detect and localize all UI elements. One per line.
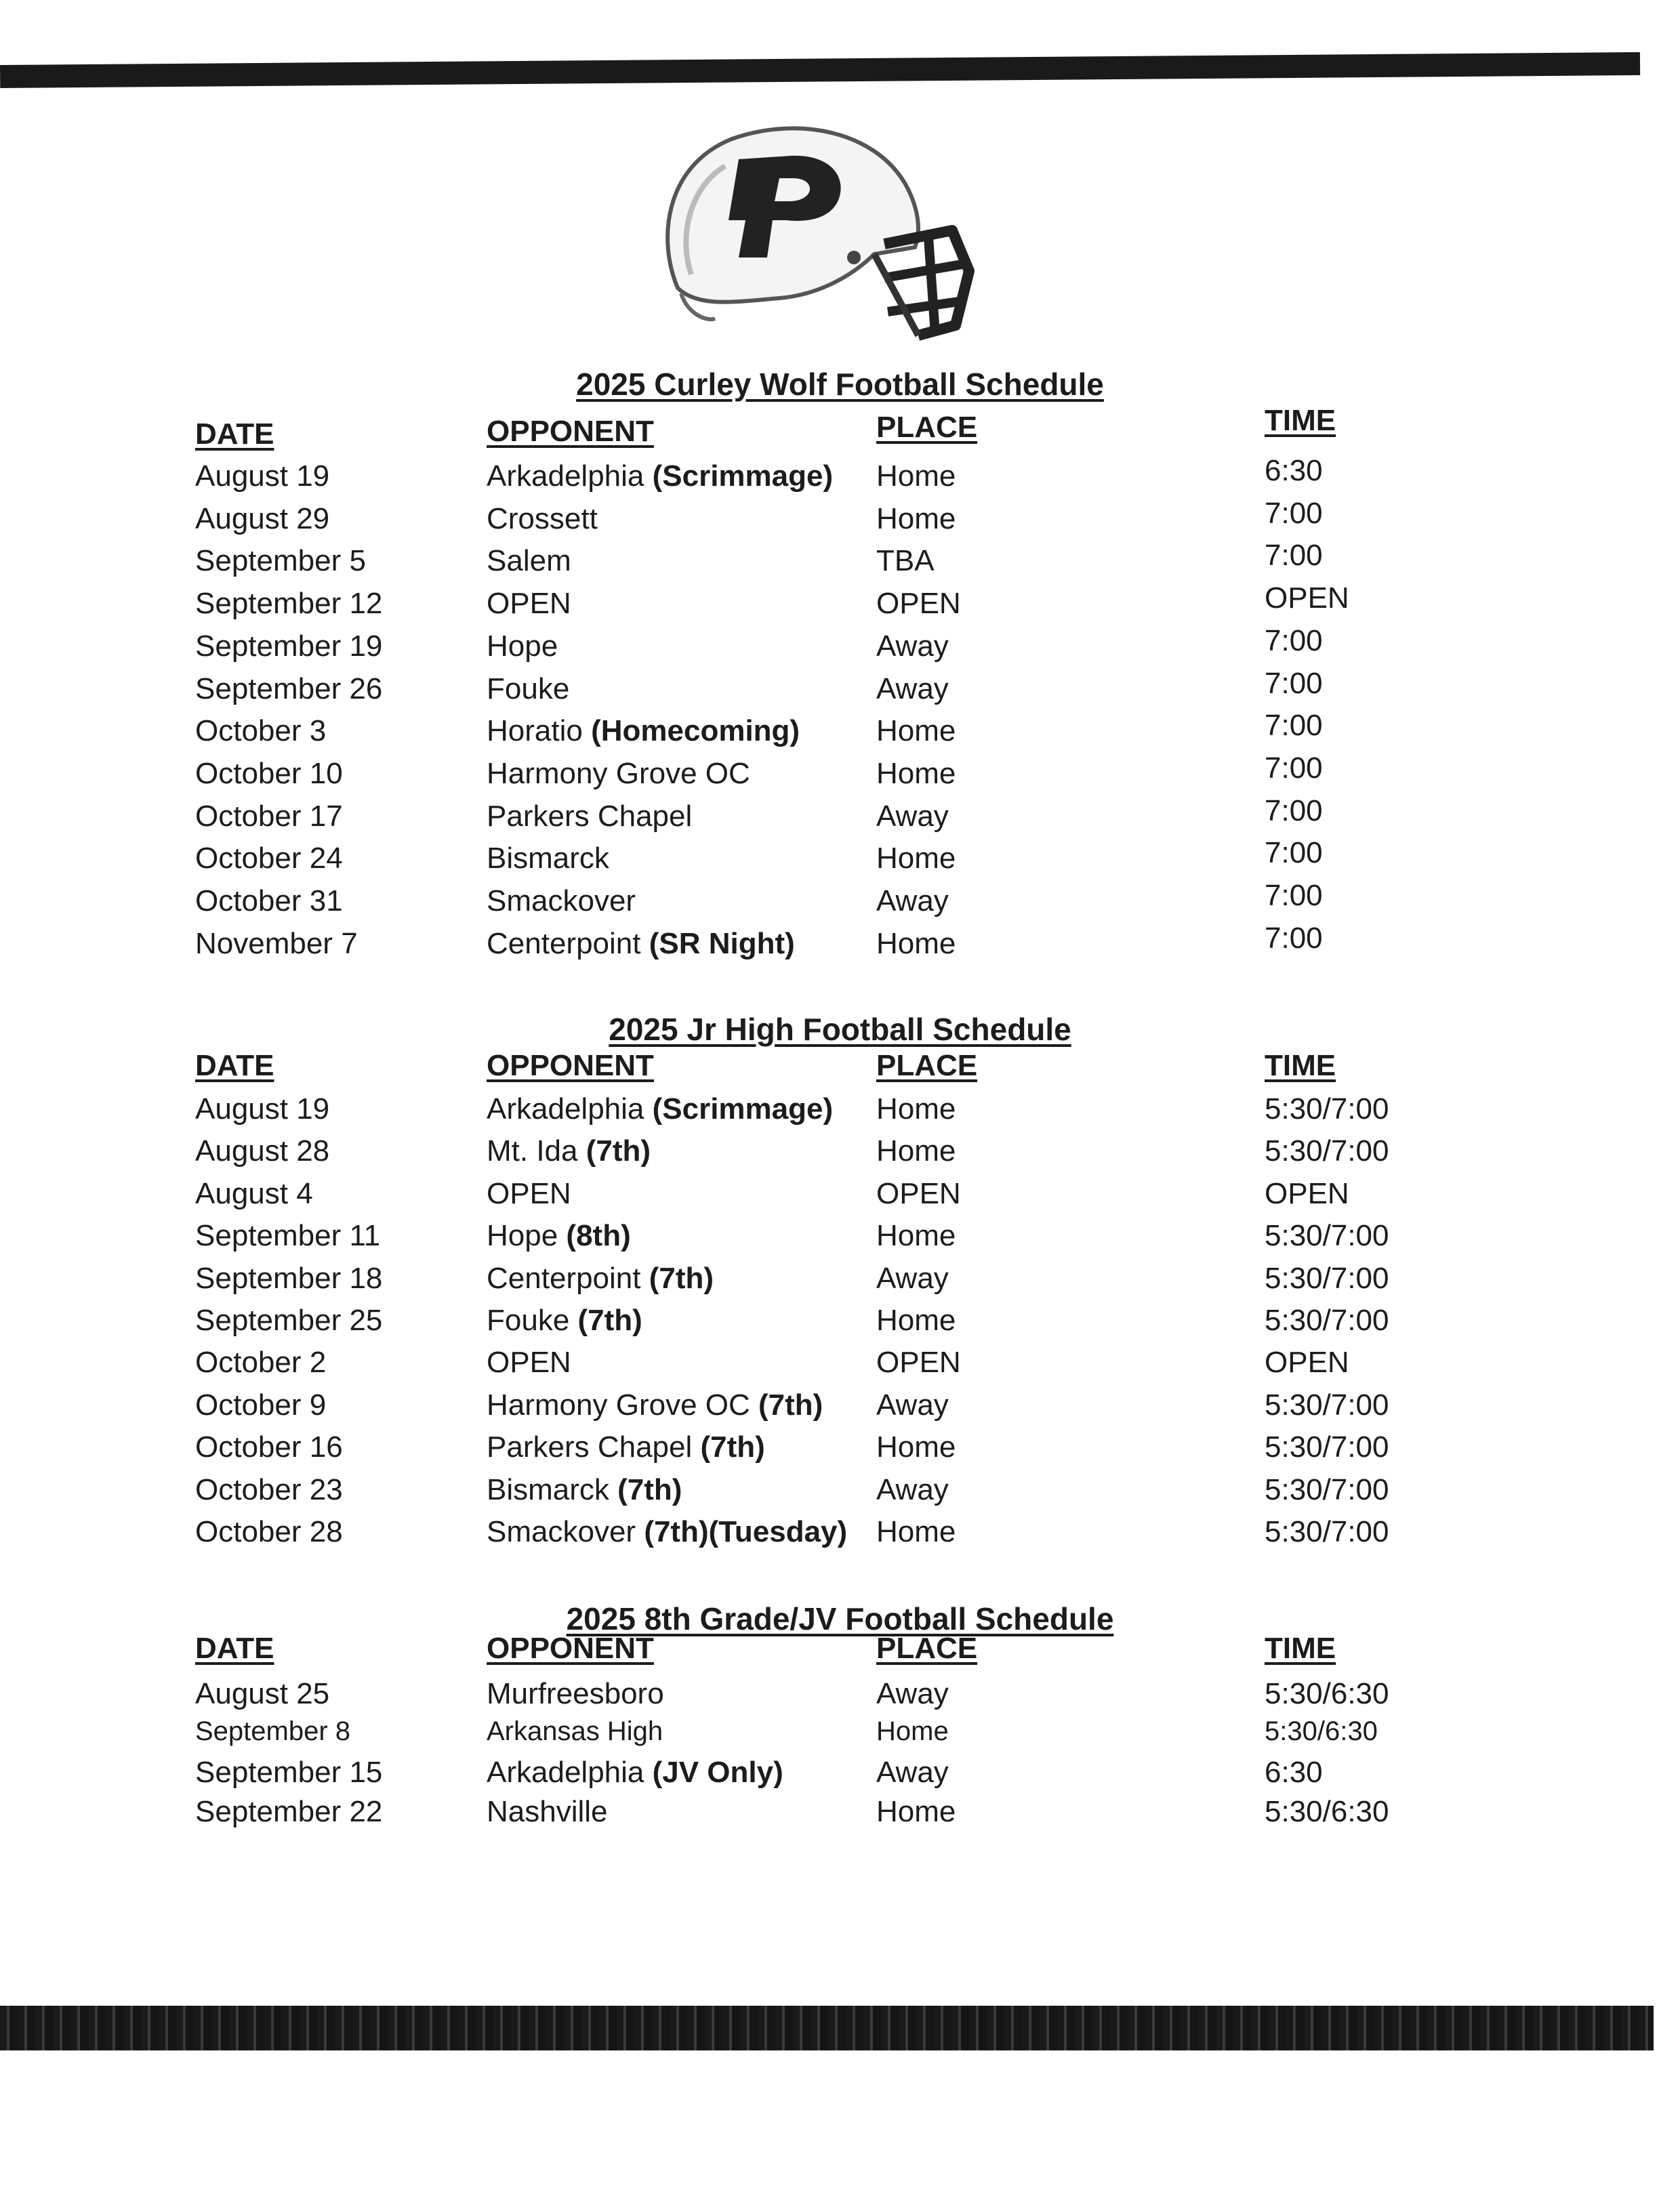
date-header: DATE: [195, 417, 274, 451]
schedule-row: [0, 1134, 1680, 1176]
date-cell: September 18: [195, 1261, 383, 1295]
date-cell: October 28: [195, 1515, 343, 1548]
schedule-row: [0, 1716, 1680, 1758]
opponent-name: Parkers Chapel: [487, 1430, 693, 1464]
place-cell: Home: [876, 756, 956, 790]
opponent-name: Arkadelphia: [487, 1092, 644, 1126]
date-cell: September 5: [195, 544, 366, 578]
place-cell: Home: [876, 714, 956, 748]
opponent-name: Centerpoint: [487, 926, 641, 960]
date-header: DATE: [195, 1049, 274, 1082]
time-header: TIME: [1265, 404, 1336, 437]
football-helmet-logo: [651, 119, 989, 352]
time-header: TIME: [1265, 1049, 1336, 1082]
schedule-row: [0, 1177, 1680, 1219]
time-cell: 6:30: [1265, 1756, 1323, 1789]
place-cell: Home: [876, 1430, 956, 1464]
opponent-cell: [487, 587, 571, 621]
schedule-row: [0, 1304, 1680, 1346]
schedule-row: [0, 1795, 1680, 1837]
opponent-note: (JV Only): [652, 1756, 783, 1789]
date-cell: October 31: [195, 884, 343, 917]
time-cell: 7:00: [1265, 539, 1323, 573]
schedule-row: [0, 1473, 1680, 1515]
place-header: PLACE: [876, 411, 978, 444]
opponent-cell: [487, 1795, 608, 1829]
opponent-cell: [487, 1177, 571, 1211]
opponent-header: OPPONENT: [487, 415, 654, 448]
place-cell: Away: [876, 1677, 949, 1710]
opponent-cell: [487, 927, 795, 961]
time-cell: 5:30/7:00: [1265, 1134, 1389, 1168]
opponent-cell: [487, 502, 598, 536]
opponent-name: Horatio: [487, 714, 583, 748]
opponent-name: Parkers Chapel: [487, 799, 693, 833]
opponent-name: Arkadelphia: [487, 459, 644, 493]
section-title: 2025 8th Grade/JV Football Schedule: [566, 1601, 1114, 1636]
place-cell: OPEN: [876, 587, 961, 621]
schedule-row: [0, 1219, 1680, 1261]
time-cell: 5:30/7:00: [1265, 1219, 1389, 1253]
date-cell: October 10: [195, 756, 343, 790]
opponent-cell: [487, 1388, 823, 1422]
place-cell: Away: [876, 799, 949, 833]
time-cell: 5:30/7:00: [1265, 1430, 1389, 1464]
place-cell: OPEN: [876, 1346, 961, 1380]
schedule-row: [0, 539, 1680, 586]
date-cell: September 19: [195, 629, 383, 663]
opponent-note: (Scrimmage): [652, 459, 834, 493]
date-header: DATE: [195, 1632, 274, 1665]
opponent-cell: [487, 714, 800, 748]
opponent-header: OPPONENT: [487, 1632, 654, 1665]
opponent-note: (SR Night): [649, 926, 795, 960]
place-cell: Away: [876, 672, 949, 705]
opponent-name: Harmony Grove OC: [487, 756, 750, 790]
opponent-cell: [487, 1756, 783, 1790]
date-cell: September 26: [195, 672, 383, 705]
place-header: PLACE: [876, 1049, 978, 1082]
opponent-name: Arkadelphia: [487, 1756, 644, 1789]
date-cell: October 16: [195, 1430, 343, 1464]
opponent-name: Hope: [487, 1219, 558, 1253]
time-cell: OPEN: [1265, 581, 1349, 615]
schedule-row: [0, 751, 1680, 799]
time-cell: OPEN: [1265, 1176, 1349, 1210]
date-cell: November 7: [195, 926, 358, 960]
place-cell: Away: [876, 1756, 949, 1789]
place-cell: Home: [876, 1716, 949, 1746]
time-cell: 5:30/6:30: [1265, 1716, 1378, 1746]
opponent-name: Murfreesboro: [487, 1677, 664, 1710]
opponent-note: (7th): [758, 1388, 823, 1422]
opponent-note: (Scrimmage): [652, 1092, 834, 1126]
date-cell: August 19: [195, 1092, 330, 1126]
time-cell: 7:00: [1265, 709, 1323, 743]
schedule-row: [0, 1756, 1680, 1798]
column-headers: [0, 1632, 1680, 1674]
schedule-row: [0, 836, 1680, 884]
opponent-name: Bismarck: [487, 842, 609, 875]
time-cell: 5:30/6:30: [1265, 1677, 1389, 1710]
opponent-name: OPEN: [487, 587, 571, 621]
opponent-cell: [487, 1134, 651, 1168]
schedule-row: [0, 1092, 1680, 1134]
schedule-row: [0, 1515, 1680, 1557]
time-cell: 7:00: [1265, 793, 1323, 827]
place-cell: TBA: [876, 544, 935, 578]
time-cell: 5:30/7:00: [1265, 1261, 1389, 1295]
place-cell: Home: [876, 459, 956, 493]
place-cell: Home: [876, 1795, 956, 1828]
opponent-cell: [487, 1346, 571, 1380]
date-cell: August 28: [195, 1134, 330, 1168]
opponent-name: Hope: [487, 629, 558, 663]
opponent-cell: [487, 672, 569, 706]
opponent-note: (7th)(Tuesday): [644, 1515, 848, 1548]
place-header: PLACE: [876, 1632, 978, 1665]
schedule-row: [0, 1430, 1680, 1472]
opponent-cell: [487, 800, 692, 833]
opponent-note: (7th): [577, 1304, 642, 1337]
opponent-cell: [487, 1473, 682, 1507]
time-cell: 5:30/7:00: [1265, 1472, 1389, 1506]
date-cell: September 25: [195, 1304, 383, 1337]
opponent-name: Fouke: [487, 1304, 570, 1337]
place-cell: OPEN: [876, 1176, 961, 1210]
place-cell: Home: [876, 1134, 956, 1168]
place-cell: Away: [876, 884, 949, 917]
opponent-cell: [487, 757, 750, 791]
column-headers: [0, 1049, 1680, 1091]
time-cell: 5:30/7:00: [1265, 1304, 1389, 1337]
opponent-name: Fouke: [487, 672, 570, 705]
place-cell: Home: [876, 926, 956, 960]
top-border-bar: [0, 52, 1640, 88]
opponent-name: Smackover: [487, 884, 636, 917]
place-cell: Away: [876, 1472, 949, 1506]
schedule-row: [0, 623, 1680, 672]
date-cell: September 15: [195, 1756, 383, 1789]
opponent-cell: [487, 884, 636, 918]
time-header: TIME: [1265, 1632, 1336, 1665]
schedule-row: [0, 581, 1680, 629]
schedule-row: [0, 793, 1680, 842]
opponent-name: Crossett: [487, 501, 598, 535]
place-cell: Away: [876, 1261, 949, 1295]
date-cell: August 25: [195, 1677, 330, 1710]
section-title: 2025 Jr High Football Schedule: [609, 1012, 1071, 1047]
place-cell: Home: [876, 1515, 956, 1548]
time-cell: 7:00: [1265, 666, 1323, 700]
opponent-note: (Homecoming): [591, 714, 800, 748]
schedule-row: [0, 921, 1680, 969]
opponent-cell: [487, 1716, 663, 1747]
time-cell: 7:00: [1265, 879, 1323, 912]
opponent-name: Salem: [487, 544, 571, 578]
opponent-header: OPPONENT: [487, 1049, 654, 1082]
schedule-row: [0, 1262, 1680, 1304]
date-cell: October 23: [195, 1472, 343, 1506]
date-cell: September 22: [195, 1795, 383, 1828]
opponent-cell: [487, 1677, 664, 1711]
date-cell: October 24: [195, 842, 343, 875]
schedule-row: [0, 1677, 1680, 1719]
time-cell: 5:30/7:00: [1265, 1092, 1389, 1126]
opponent-name: Smackover: [487, 1515, 636, 1548]
date-cell: October 9: [195, 1388, 327, 1422]
place-cell: Home: [876, 501, 956, 535]
opponent-cell: [487, 1262, 714, 1296]
date-cell: October 3: [195, 714, 327, 748]
place-cell: Home: [876, 1092, 956, 1126]
schedule-row: [0, 879, 1680, 926]
opponent-note: (7th): [586, 1134, 651, 1168]
opponent-cell: [487, 629, 558, 663]
schedule-row: [0, 454, 1680, 501]
date-cell: August 19: [195, 459, 330, 493]
date-cell: October 17: [195, 799, 343, 833]
time-cell: 5:30/7:00: [1265, 1515, 1389, 1548]
opponent-name: Nashville: [487, 1795, 608, 1828]
opponent-name: OPEN: [487, 1346, 571, 1380]
opponent-name: Bismarck: [487, 1472, 609, 1506]
opponent-name: Arkansas High: [487, 1716, 663, 1746]
place-cell: Home: [876, 842, 956, 875]
opponent-cell: [487, 1304, 642, 1338]
bottom-border-bar: [0, 2006, 1654, 2050]
date-cell: August 29: [195, 501, 330, 535]
section-title: 2025 Curley Wolf Football Schedule: [576, 367, 1104, 402]
opponent-note: (8th): [566, 1219, 631, 1253]
place-cell: Away: [876, 1388, 949, 1422]
schedule-row: [0, 1388, 1680, 1430]
opponent-cell: [487, 1515, 847, 1549]
time-cell: 5:30/7:00: [1265, 1388, 1389, 1422]
opponent-cell: [487, 1092, 833, 1126]
time-cell: 7:00: [1265, 496, 1323, 530]
date-cell: September 11: [195, 1219, 381, 1253]
opponent-name: Centerpoint: [487, 1261, 641, 1295]
time-cell: 7:00: [1265, 921, 1323, 955]
place-cell: Home: [876, 1219, 956, 1253]
schedule-row: [0, 666, 1680, 714]
opponent-note: (7th): [649, 1261, 714, 1295]
time-cell: 5:30/6:30: [1265, 1795, 1389, 1828]
schedule-row: [0, 709, 1680, 756]
time-cell: 6:30: [1265, 454, 1323, 487]
opponent-note: (7th): [617, 1472, 682, 1506]
time-cell: OPEN: [1265, 1346, 1349, 1380]
opponent-cell: [487, 1219, 631, 1253]
opponent-cell: [487, 1430, 765, 1464]
time-cell: 7:00: [1265, 751, 1323, 785]
date-cell: October 2: [195, 1346, 327, 1380]
place-cell: Home: [876, 1304, 956, 1337]
opponent-name: OPEN: [487, 1176, 571, 1210]
schedule-row: [0, 496, 1680, 544]
schedule-row: [0, 1346, 1680, 1388]
opponent-cell: [487, 842, 609, 875]
column-headers: [0, 404, 1680, 455]
place-cell: Away: [876, 629, 949, 663]
opponent-name: Harmony Grove OC: [487, 1388, 750, 1422]
opponent-note: (7th): [700, 1430, 765, 1464]
opponent-cell: [487, 459, 833, 493]
time-cell: 7:00: [1265, 836, 1323, 870]
opponent-name: Mt. Ida: [487, 1134, 578, 1168]
opponent-cell: [487, 544, 571, 578]
date-cell: September 12: [195, 587, 383, 621]
time-cell: 7:00: [1265, 623, 1323, 657]
date-cell: August 4: [195, 1176, 313, 1210]
date-cell: September 8: [195, 1716, 351, 1746]
